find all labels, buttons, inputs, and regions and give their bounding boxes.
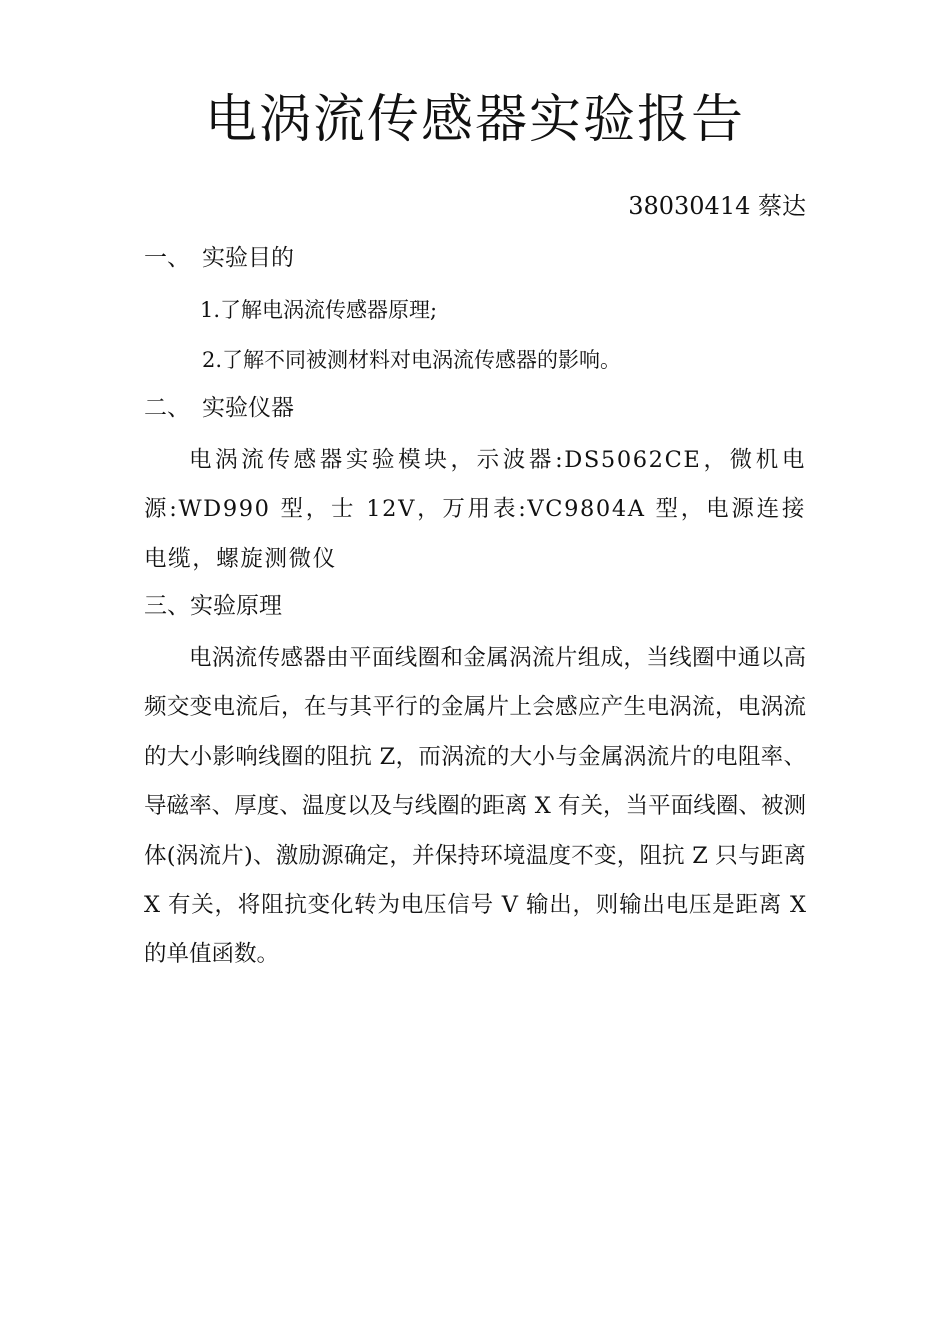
section-number: 二、 xyxy=(144,395,190,421)
section-title: 实验仪器 xyxy=(202,395,294,421)
document-title: 电涡流传感器实验报告 xyxy=(204,90,745,150)
section-heading-purpose xyxy=(144,238,294,278)
instruments-paragraph: 电涡流传感器实验模块，示波器:DS5062CE，微机电源:WD990 型，士 12V，万用表:VC9804A 型，电源连接电缆，螺旋测微仪 xyxy=(144,447,806,572)
section-number: 三、 xyxy=(144,593,190,619)
principle-paragraph: 电涡流传感器由平面线圈和金属涡流片组成，当线圈中通以高频交变电流后，在与其平行的金属片上会感应产生电涡流，电涡流的大小影响线圈的阻抗 Z，而涡流的大小与金属涡流片的电阻率、导磁率、厚度、温度以及与线圈的距离 X 有关，当平面线圈、被测体(涡流片)、激励源确定，并保持环境温度不变，阻抗 Z 只与距离 X 有关，将阻抗变化转为电压信号 V 输出，则输出电压是距离 X 的单值函数。 xyxy=(144,645,806,968)
section-heading-instruments xyxy=(144,388,294,428)
purpose-item-2: 2.了解不同被测材料对电涡流传感器的影响。 xyxy=(202,348,622,372)
section-title: 实验目的 xyxy=(202,245,294,271)
section-title: 实验原理 xyxy=(190,593,282,619)
section-number: 一、 xyxy=(144,245,190,271)
author-line: 38030414 蔡达 xyxy=(628,192,806,220)
section-heading-principle xyxy=(144,586,282,626)
purpose-item-1: 1.了解电涡流传感器原理; xyxy=(200,298,438,322)
